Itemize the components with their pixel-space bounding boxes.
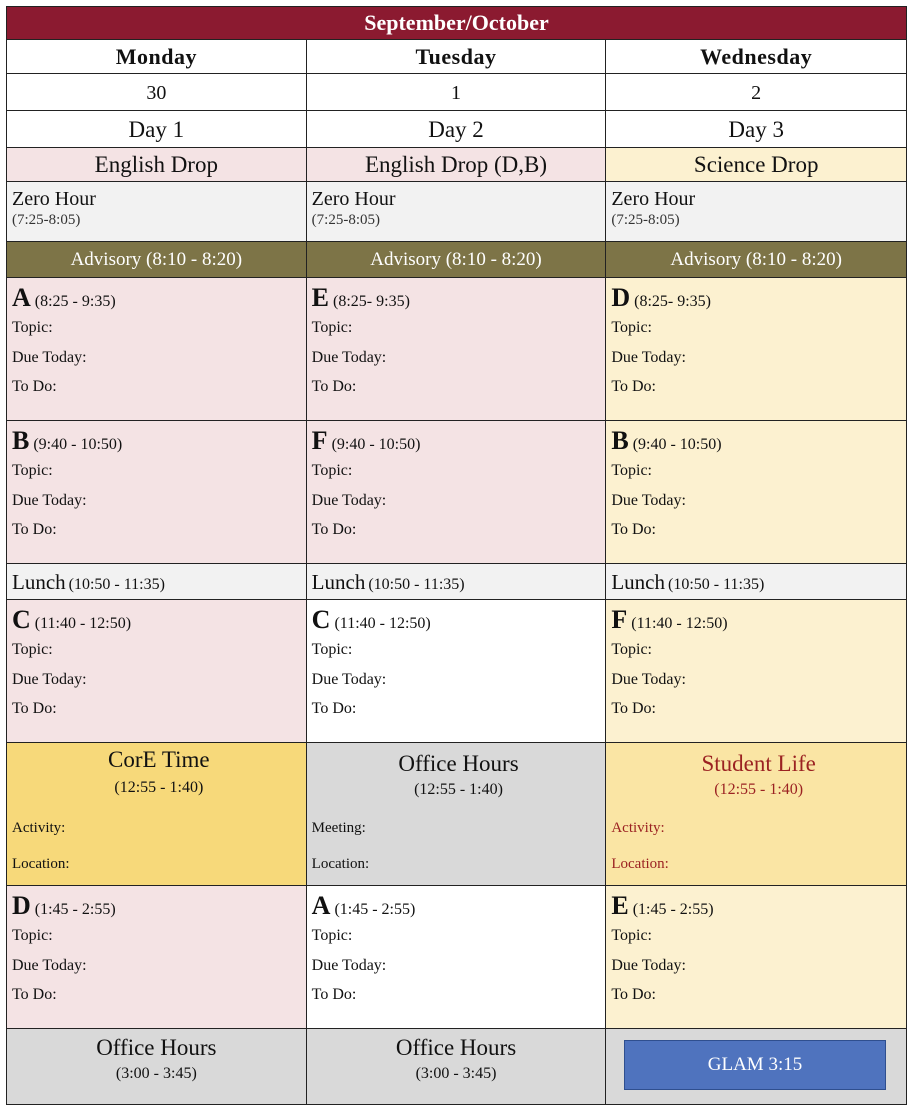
topic-label: Topic: [611,641,652,658]
block-time: (8:25- 9:35) [333,293,410,310]
dayname-row [6,40,907,74]
drop-tuesday: English Drop (D,B) [307,148,607,182]
lunch-time: (10:50 - 11:35) [368,576,465,593]
topic-label: Topic: [12,641,53,658]
lunch-wednesday [606,564,907,600]
location-label: Location: [611,856,669,872]
block-letter: D [12,891,31,920]
lunch-label: Lunch [311,570,366,594]
office-hours-midday-tuesday [307,743,607,886]
drop-monday: English Drop [7,148,307,182]
class-block-wednesday-4 [606,886,907,1029]
midday-title: Office Hours [398,751,519,776]
office-hours-time: (3:00 - 3:45) [415,1065,497,1082]
block-letter: E [311,283,330,312]
block-letter: B [12,426,30,455]
due-today-label: Due Today: [12,348,87,366]
class-block-monday-4 [7,886,307,1029]
date-wednesday: 2 [606,74,907,111]
due-today-label: Due Today: [611,670,686,688]
block-letter: C [12,605,31,634]
zero-hour-time: (7:25-8:05) [611,212,680,228]
topic-label: Topic: [611,319,652,336]
block-time: (8:25- 9:35) [634,293,711,310]
lunch-monday [7,564,307,600]
due-today-label: Due Today: [611,491,686,509]
midday-time: (12:55 - 1:40) [114,779,204,796]
daynum-tuesday: Day 2 [307,111,607,148]
block-time: (11:40 - 12:50) [334,615,431,632]
office-hours-title: Office Hours [96,1035,217,1060]
to-do-label: To Do: [311,986,357,1003]
student-life-wednesday [606,743,907,886]
meeting-label: Meeting: [311,820,366,836]
zero-hour-time: (7:25-8:05) [311,212,380,228]
lunch-time: (10:50 - 11:35) [68,576,165,593]
class-block-monday-1 [7,278,307,421]
daynum-row [6,111,907,148]
to-do-label: To Do: [12,986,57,1003]
to-do-label: To Do: [611,700,656,717]
class-block-wednesday-2 [606,421,907,564]
class-block-tuesday-4 [307,886,607,1029]
block1-row [6,278,907,421]
advisory-monday: Advisory (8:10 - 8:20) [7,242,307,278]
to-do-label: To Do: [311,521,357,538]
dayname-monday: Monday [7,40,307,74]
block-time: (9:40 - 10:50) [33,436,123,453]
lunch-row [6,564,907,600]
lunch-label: Lunch [611,570,665,594]
block-time: (9:40 - 10:50) [331,436,421,453]
month-title: September/October [6,6,907,40]
glam-button[interactable]: GLAM 3:15 [624,1040,886,1090]
activity-label: Activity: [611,820,665,836]
block2-row [6,421,907,564]
zero-hour-title: Zero Hour [611,188,696,210]
location-label: Location: [12,856,70,872]
topic-label: Topic: [311,462,353,479]
lunch-label: Lunch [12,570,66,594]
to-do-label: To Do: [12,521,57,538]
topic-label: Topic: [311,319,353,336]
block-letter: F [311,426,328,455]
class-block-tuesday-3 [307,600,607,743]
due-today-label: Due Today: [311,491,387,509]
due-today-label: Due Today: [12,956,87,974]
class-block-tuesday-1 [307,278,607,421]
topic-label: Topic: [12,927,53,944]
office-hours-title: Office Hours [395,1035,517,1060]
class-block-tuesday-2 [307,421,607,564]
due-today-label: Due Today: [611,348,686,366]
block-time: (8:25 - 9:35) [34,293,116,310]
location-label: Location: [311,856,370,872]
zero-hour-title: Zero Hour [311,188,396,210]
to-do-label: To Do: [311,378,357,395]
midday-time: (12:55 - 1:40) [414,781,503,798]
office-hours-time: (3:00 - 3:45) [115,1065,197,1082]
due-today-label: Due Today: [12,491,87,509]
block-letter: A [12,283,31,312]
topic-label: Topic: [12,319,53,336]
class-block-wednesday-1 [606,278,907,421]
to-do-label: To Do: [12,700,57,717]
topic-label: Topic: [311,641,353,658]
block3-row [6,600,907,743]
daynum-wednesday: Day 3 [606,111,907,148]
advisory-row [6,242,907,278]
daynum-monday: Day 1 [7,111,307,148]
block-time: (1:45 - 2:55) [334,901,416,918]
lunch-time: (10:50 - 11:35) [668,576,765,593]
to-do-label: To Do: [311,700,357,717]
zero-hour-title: Zero Hour [12,188,96,210]
block-time: (11:40 - 12:50) [34,615,132,632]
dayname-tuesday: Tuesday [307,40,607,74]
drop-row [6,148,907,182]
block-time: (1:45 - 2:55) [632,901,714,918]
date-row [6,74,907,111]
office-hours-tuesday [307,1029,607,1105]
midday-title: Student Life [701,751,816,776]
block-time: (1:45 - 2:55) [34,901,116,918]
topic-label: Topic: [311,927,353,944]
lunch-tuesday [307,564,607,600]
zero-hour-wednesday [606,182,907,242]
date-tuesday: 1 [307,74,607,111]
midday-title: CorE Time [108,747,210,772]
calendar-grid [6,6,907,1105]
block-time: (11:40 - 12:50) [631,615,728,632]
to-do-label: To Do: [12,378,57,395]
advisory-wednesday: Advisory (8:10 - 8:20) [606,242,907,278]
due-today-label: Due Today: [311,348,387,366]
due-today-label: Due Today: [311,670,387,688]
midday-row [6,743,907,886]
block-letter: F [611,605,628,634]
block4-row [6,886,907,1029]
due-today-label: Due Today: [12,670,87,688]
zero-hour-monday [7,182,307,242]
block-letter: C [311,605,331,634]
date-monday: 30 [7,74,307,111]
to-do-label: To Do: [611,378,656,395]
due-today-label: Due Today: [311,956,387,974]
topic-label: Topic: [611,927,652,944]
topic-label: Topic: [611,462,652,479]
activity-label: Activity: [12,820,66,836]
to-do-label: To Do: [611,986,656,1003]
zero-hour-time: (7:25-8:05) [12,212,81,228]
zero-hour-row [6,182,907,242]
class-block-monday-3 [7,600,307,743]
drop-wednesday: Science Drop [606,148,907,182]
block-letter: A [311,891,331,920]
office-hours-monday [7,1029,307,1105]
zero-hour-tuesday [307,182,607,242]
due-today-label: Due Today: [611,956,686,974]
advisory-tuesday: Advisory (8:10 - 8:20) [307,242,607,278]
class-block-monday-2 [7,421,307,564]
to-do-label: To Do: [611,521,656,538]
topic-label: Topic: [12,462,53,479]
block-letter: D [611,283,631,312]
midday-time: (12:55 - 1:40) [714,781,804,798]
dayname-wednesday: Wednesday [606,40,907,74]
block-letter: B [611,426,629,455]
block-letter: E [611,891,629,920]
core-time-monday [7,743,307,886]
block-time: (9:40 - 10:50) [632,436,722,453]
class-block-wednesday-3 [606,600,907,743]
